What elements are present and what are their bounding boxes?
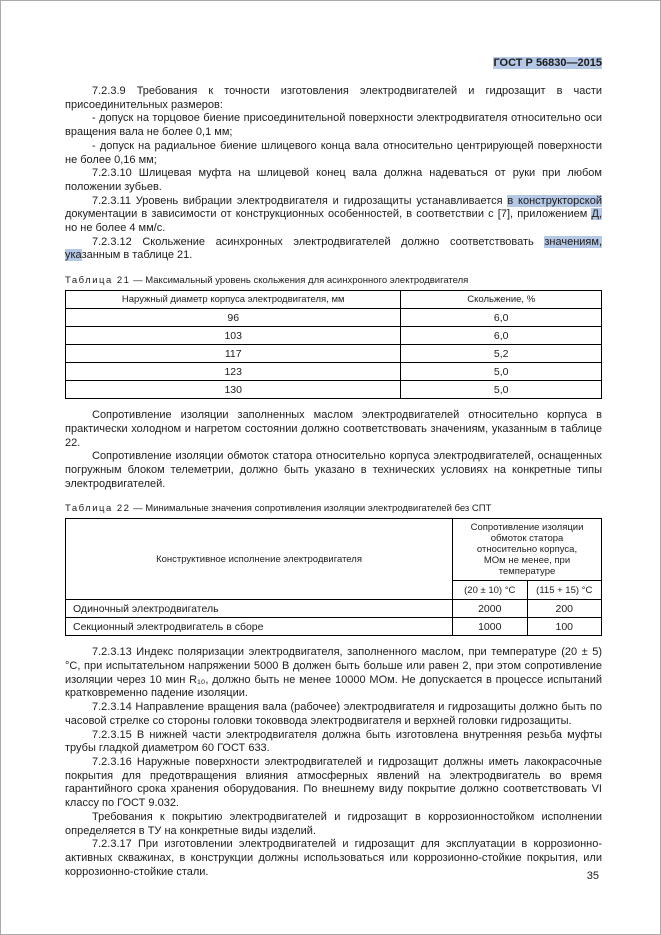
table-row — [66, 327, 602, 345]
document-header — [65, 57, 602, 69]
table22-header-row-1 — [66, 519, 602, 581]
highlighted-text: Д, — [591, 208, 602, 221]
table22-subheader-temp-1: (20 ± 10) °С — [453, 581, 527, 600]
table-cell: 103 — [66, 327, 401, 345]
table22-caption — [65, 503, 602, 514]
paragraph-resistance-1: Сопротивление изоляции заполненных маслом электродвигателей относительно корпуса в практически холодном и нагретом состоянии должно соответствовать значениям, указанным в таблице 22. — [65, 409, 602, 449]
paragraph-coating-requirements: Требования к покрытию электродвигателей и гидрозащит в коррозионностойком исполнении определяется в ТУ на конкретные виды изделий. — [65, 810, 602, 837]
highlighted-text: значениям, ука — [65, 235, 602, 262]
table21-caption-label: Таблица 21 — [65, 275, 131, 287]
table-row — [66, 345, 602, 363]
text-segment: 7.2.3.12 Скольжение асинхронных электродвигателей должно соответствовать — [92, 235, 545, 248]
text-segment: 7.2.3.11 Уровень вибрации электродвигателя и гидрозащиты устанавливается — [92, 194, 508, 207]
table22-subheader-temp-2: (115 + 15) °С — [527, 581, 601, 600]
table21-col-header-slip: Скольжение, % — [401, 291, 602, 309]
paragraph-dash-1: - допуск на торцовое биение присоединительной поверхности электродвигателя относительно оси вращения вала не более 0,1 мм; — [65, 112, 602, 139]
table-cell: Секционный электродвигатель в сборе — [66, 618, 453, 636]
table-cell: 5,2 — [401, 345, 602, 363]
paragraph-7-2-3-11 — [65, 195, 602, 236]
table-cell: Одиночный электродвигатель — [66, 600, 453, 618]
table-cell: 2000 — [453, 600, 527, 618]
table21-caption — [65, 275, 602, 286]
table-row — [66, 381, 602, 399]
table-cell: 5,0 — [401, 381, 602, 399]
paragraph-7-2-3-14: 7.2.3.14 Направление вращения вала (рабочее) электродвигателя и гидрозащиты должно быть по часовой стрелке со стороны головки токоввода электродвигателя и верхней головки гидрозащиты. — [65, 701, 602, 727]
table-cell: 123 — [66, 363, 401, 381]
table-cell: 100 — [527, 618, 601, 636]
table-cell: 5,0 — [401, 363, 602, 381]
text-segment: занным в таблице 21. — [81, 249, 193, 262]
table-22 — [65, 518, 602, 636]
paragraph-dash-2: - допуск на радиальное биение шлицевого конца вала относительно центрирующей поверхности не более 0,16 мм; — [65, 139, 602, 166]
paragraph-resistance-2: Сопротивление изоляции обмоток статора относительно корпуса электродвигателей, оснащенных погружным блоком телеметрии, должно быть указано в технических условиях на конкретные типы электродвигателей. — [65, 450, 602, 490]
table-cell: 1000 — [453, 618, 527, 636]
table22-caption-label: Таблица 22 — [65, 503, 131, 515]
table21-caption-text: — Максимальный уровень скольжения для асинхронного электродвигателя — [133, 275, 469, 287]
table21-header-row — [66, 291, 602, 309]
doc-code: ГОСТ Р 56830—2015 — [493, 57, 602, 69]
table-cell: 130 — [66, 381, 401, 399]
highlighted-text: в конструкторской — [507, 194, 602, 207]
table-cell: 117 — [66, 345, 401, 363]
table-row — [66, 363, 602, 381]
table-cell: 6,0 — [401, 309, 602, 327]
document-content — [65, 57, 602, 879]
table-row — [66, 600, 602, 618]
paragraph-7-2-3-9: 7.2.3.9 Требования к точности изготовления электродвигателей и гидрозащит в части присоединительных размеров: — [65, 85, 602, 111]
paragraph-7-2-3-10: 7.2.3.10 Шлицевая муфта на шлицевой конец вала должна надеваться от руки при любом положении зубьев. — [65, 167, 602, 193]
table-21 — [65, 290, 602, 399]
table22-caption-text: — Минимальные значения сопротивления изоляции электродвигателей без СПТ — [133, 503, 492, 515]
paragraph-7-2-3-17: 7.2.3.17 При изготовлении электродвигателей и гидрозащит для эксплуатации в коррозионно-активных скважинах, в конструкции должны использоваться или коррозионно-стойкие покрытия, или коррозионно-стойкие стали. — [65, 838, 602, 878]
paragraph-7-2-3-13: 7.2.3.13 Индекс поляризации электродвигателя, заполненного маслом, при температуре (20 ± 5) °С, при испытательном напряжении 5000 В должен быть больше или равен 2, при этом сопротивление изоляции через 10 мин R₁₀, должно быть не менее 10000 МОм. Не допускается в процессе испытаний кратковременно падение изоляции. — [65, 646, 602, 700]
text-segment: документации в зависимости от конструкционных особенностей, в соответствии с [7], приложением — [65, 208, 592, 221]
paragraph-7-2-3-16: 7.2.3.16 Наружные поверхности электродвигателей и гидрозащит должны иметь лакокрасочные покрытия для предотвращения влияния атмосферных явлений на электродвигатель во время гарантийного срока хранения оборудования. По внешнему виду покрытие должно соответствовать VI классу по ГОСТ 9.032. — [65, 755, 602, 810]
table21-col-header-diameter: Наружный диаметр корпуса электродвигателя, мм — [66, 291, 401, 309]
table-cell: 200 — [527, 600, 601, 618]
paragraph-7-2-3-15: 7.2.3.15 В нижней части электродвигателя должна быть изготовлена внутренняя резьба муфты трубы гладкой диаметром 60 ГОСТ 633. — [65, 728, 602, 755]
table22-col-header-design: Конструктивное исполнение электродвигателя — [66, 519, 453, 600]
text-segment: но не более 4 мм/с. — [65, 222, 166, 235]
table-cell: 6,0 — [401, 327, 602, 345]
table22-col-header-resistance: Сопротивление изоляции обмоток статора относительно корпуса, МОм не менее, при температуре — [453, 519, 602, 581]
paragraph-7-2-3-12 — [65, 236, 602, 263]
table-row — [66, 618, 602, 636]
page-number: 35 — [586, 870, 599, 882]
table-row — [66, 309, 602, 327]
table-cell: 96 — [66, 309, 401, 327]
